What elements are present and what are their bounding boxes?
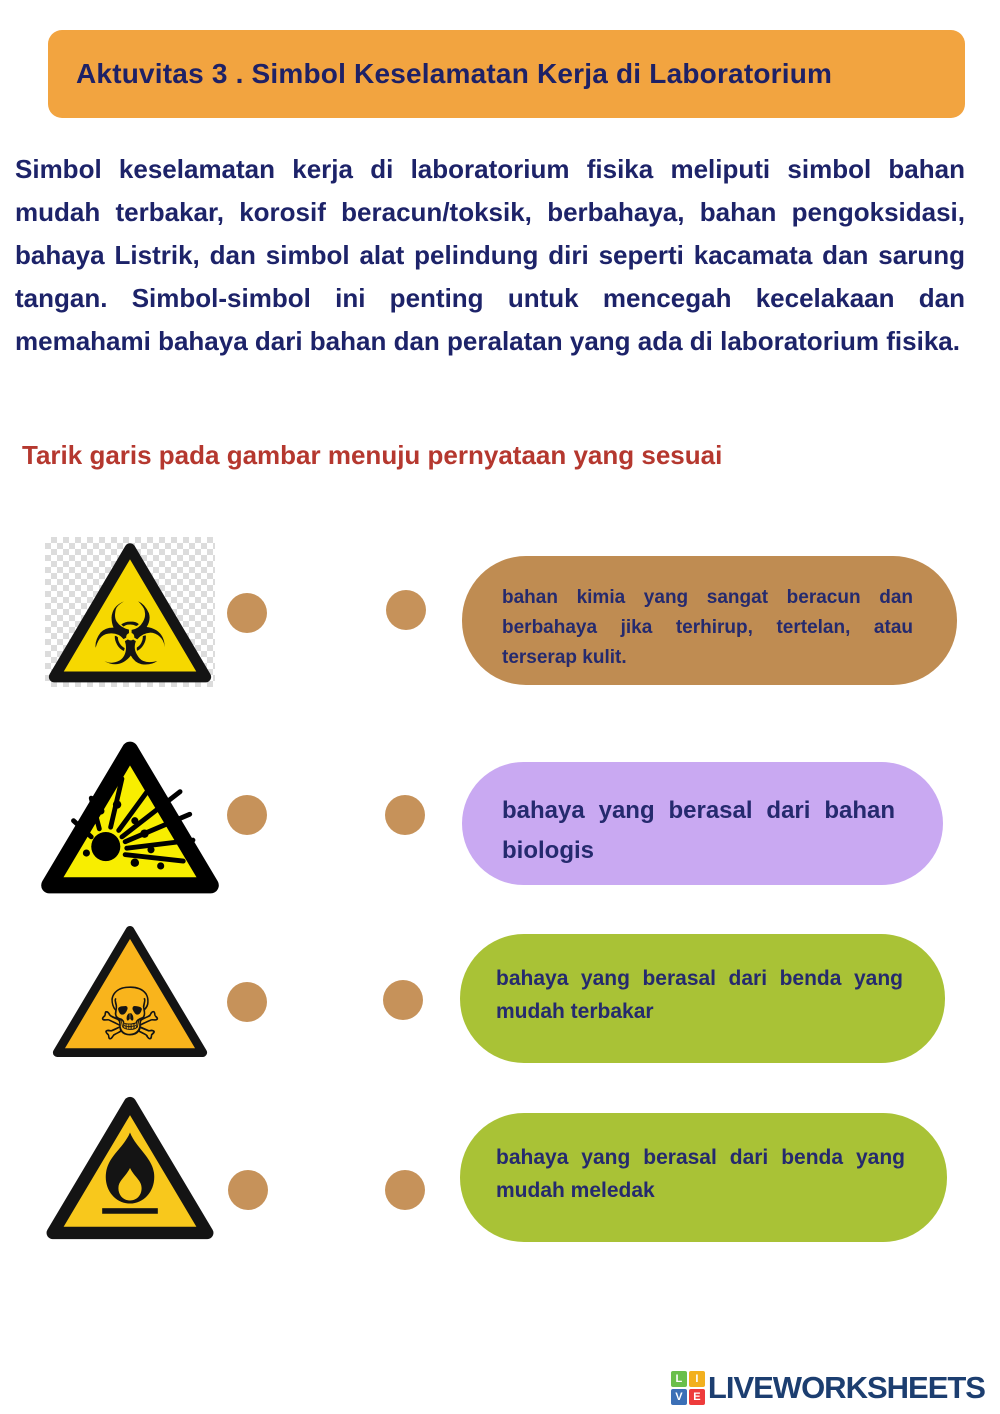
logo-square-i: I [689,1371,705,1387]
connector-dot-statement-4[interactable] [385,1170,425,1210]
instruction-heading: Tarik garis pada gambar menuju pernyataan yang sesuai [22,440,723,470]
skull-crossbones-icon [50,921,210,1062]
connector-dot-symbol-2[interactable] [227,795,267,835]
liveworksheets-footer [671,1370,985,1406]
logo-square-l: L [671,1371,687,1387]
statement-biological-hazard: bahaya yang berasal dari bahan biologis [462,762,943,885]
statement-flammable: bahaya yang berasal dari benda yang mudah terbakar [460,934,945,1063]
header-banner [48,30,965,118]
flame-icon [45,1093,215,1243]
connector-dot-symbol-4[interactable] [228,1170,268,1210]
intro-paragraph: Simbol keselamatan kerja di laboratorium fisika meliputi simbol bahan mudah terbakar, korosif beracun/toksik, berbahaya, bahan pengoksidasi, bahaya Listrik, dan simbol alat pelindung diri seperti kacamata dan sarung tangan. Simbol-simbol ini penting untuk mencegah kecelakaan dan memahami bahaya dari bahan dan peralatan yang ada di laboratorium fisika. [15,154,965,356]
svg-text:☠: ☠ [97,972,163,1058]
connector-dot-statement-3[interactable] [383,980,423,1020]
connector-dot-statement-1[interactable] [386,590,426,630]
biohazard-icon [45,537,215,687]
statement-toxic-chemical: bahan kimia yang sangat beracun dan berbahaya jika terhirup, tertelan, atau terserap kulit. [462,556,957,685]
connector-dot-symbol-1[interactable] [227,593,267,633]
statement-explosive: bahaya yang berasal dari benda yang mudah meledak [460,1113,947,1242]
logo-square-v: V [671,1389,687,1405]
connector-dot-symbol-3[interactable] [227,982,267,1022]
liveworksheets-logo-icon [671,1371,705,1405]
page-title: Aktuvitas 3 . Simbol Keselamatan Kerja di Laboratorium [76,58,833,89]
toxic-symbol-image [50,921,210,1062]
brand-name: LIVEWORKSHEETS [707,1370,985,1405]
flammable-symbol-image [45,1093,215,1243]
explosive-symbol-image [40,740,220,895]
svg-text:☣: ☣ [91,585,169,686]
biohazard-symbol-image [45,537,215,687]
explosion-icon [40,740,220,895]
logo-square-e: E [689,1389,705,1405]
connector-dot-statement-2[interactable] [385,795,425,835]
